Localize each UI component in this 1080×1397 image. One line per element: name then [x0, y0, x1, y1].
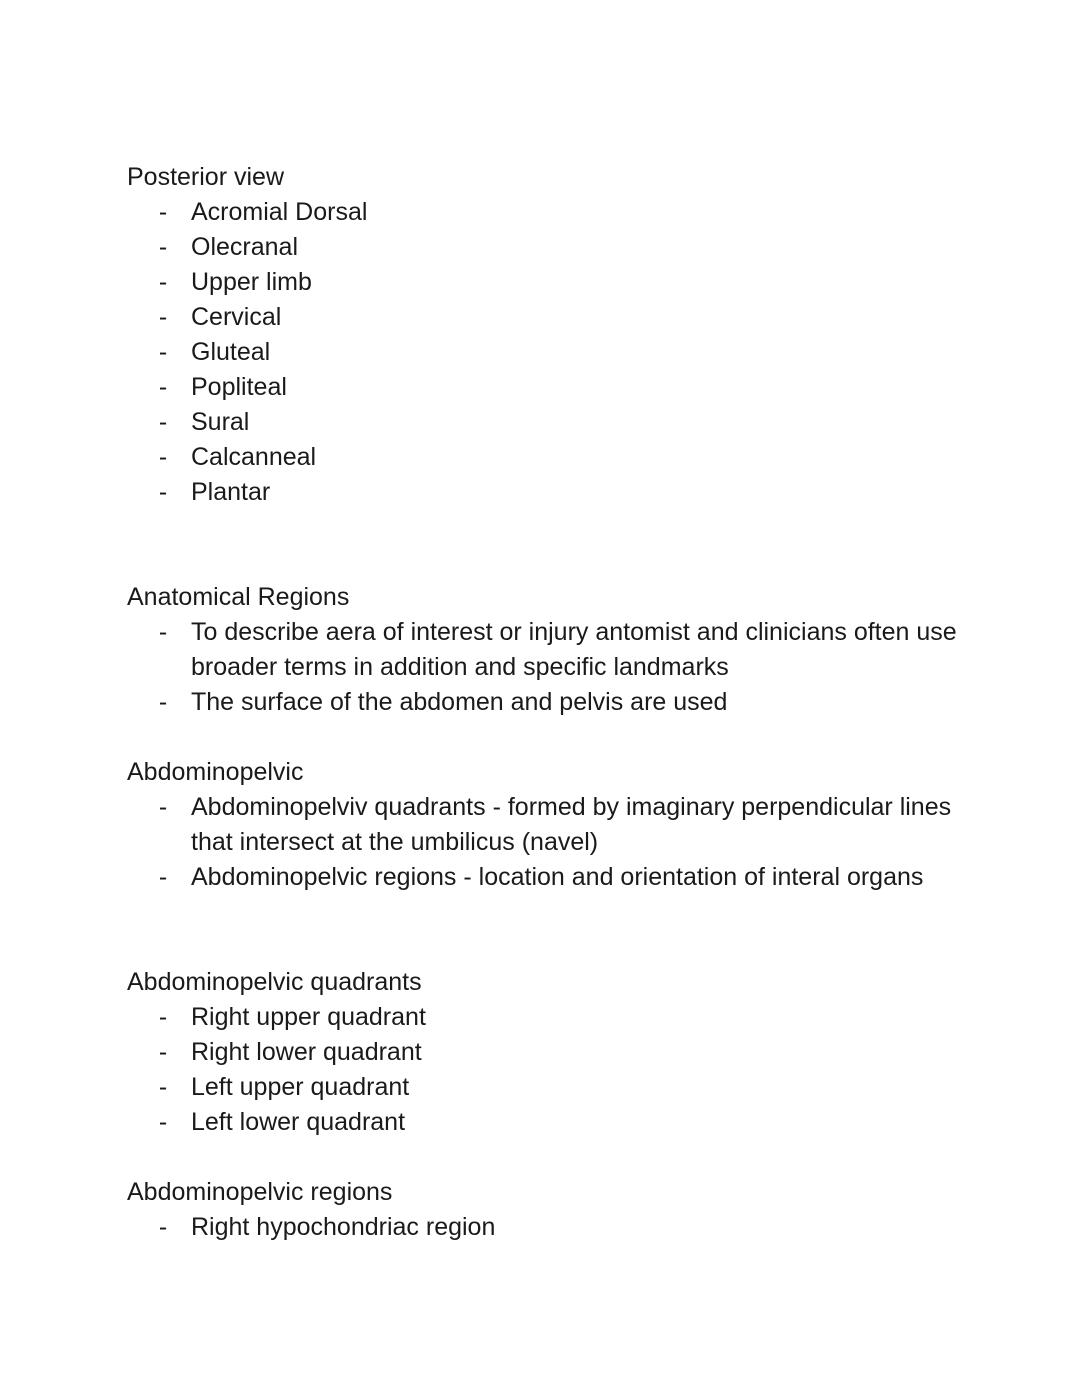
list-item: - Upper limb	[127, 265, 987, 300]
list-item: - Calcanneal	[127, 440, 987, 475]
section-anatomical-regions	[127, 580, 987, 720]
bullet-dash: -	[158, 1108, 168, 1136]
section-posterior-view	[127, 160, 987, 510]
bullet-dash: -	[158, 443, 168, 471]
section-heading: Abdominopelvic	[127, 758, 304, 786]
bullet-dash: -	[158, 688, 168, 716]
bullet-dash: -	[158, 373, 168, 401]
bullet-dash: -	[158, 198, 168, 226]
bullet-dash: -	[158, 1038, 168, 1066]
section-heading: Abdominopelvic quadrants	[127, 968, 422, 996]
section-abdominopelvic-regions	[127, 1175, 987, 1245]
section-heading: Posterior view	[127, 163, 284, 191]
list-item: - Abdominopelviv quadrants - formed by imaginary perpendicular lines that intersect at the umbilicus (navel)	[127, 790, 987, 860]
bullet-dash: -	[158, 233, 168, 261]
list-item: - Gluteal	[127, 335, 987, 370]
list-item: - To describe aera of interest or injury antomist and clinicians often use broader terms in addition and specific landmarks	[127, 615, 987, 685]
bullet-dash: -	[158, 1003, 168, 1031]
section-heading: Anatomical Regions	[127, 583, 350, 611]
bullet-list	[127, 615, 987, 720]
section-abdominopelvic-quadrants	[127, 965, 987, 1140]
bullet-dash: -	[158, 303, 168, 331]
list-item: - The surface of the abdomen and pelvis are used	[127, 685, 987, 720]
bullet-dash: -	[158, 1213, 168, 1241]
list-item: - Abdominopelvic regions - location and orientation of interal organs	[127, 860, 987, 895]
bullet-dash: -	[158, 793, 168, 821]
bullet-dash: -	[158, 1073, 168, 1101]
bullet-list	[127, 1000, 987, 1140]
section-abdominopelvic	[127, 755, 987, 895]
bullet-dash: -	[158, 863, 168, 891]
list-item: - Left lower quadrant	[127, 1105, 987, 1140]
list-item: - Sural	[127, 405, 987, 440]
list-item: - Right hypochondriac region	[127, 1210, 987, 1245]
list-item: - Cervical	[127, 300, 987, 335]
list-item: - Plantar	[127, 475, 987, 510]
list-item: - Acromial Dorsal	[127, 195, 987, 230]
bullet-list	[127, 195, 987, 510]
bullet-list	[127, 1210, 987, 1245]
list-item: - Right upper quadrant	[127, 1000, 987, 1035]
list-item: - Left upper quadrant	[127, 1070, 987, 1105]
bullet-list	[127, 790, 987, 895]
list-item: - Olecranal	[127, 230, 987, 265]
bullet-dash: -	[158, 408, 168, 436]
section-heading: Abdominopelvic regions	[127, 1178, 393, 1206]
list-item: - Right lower quadrant	[127, 1035, 987, 1070]
bullet-dash: -	[158, 618, 168, 646]
bullet-dash: -	[158, 338, 168, 366]
bullet-dash: -	[158, 478, 168, 506]
bullet-dash: -	[158, 268, 168, 296]
list-item: - Popliteal	[127, 370, 987, 405]
